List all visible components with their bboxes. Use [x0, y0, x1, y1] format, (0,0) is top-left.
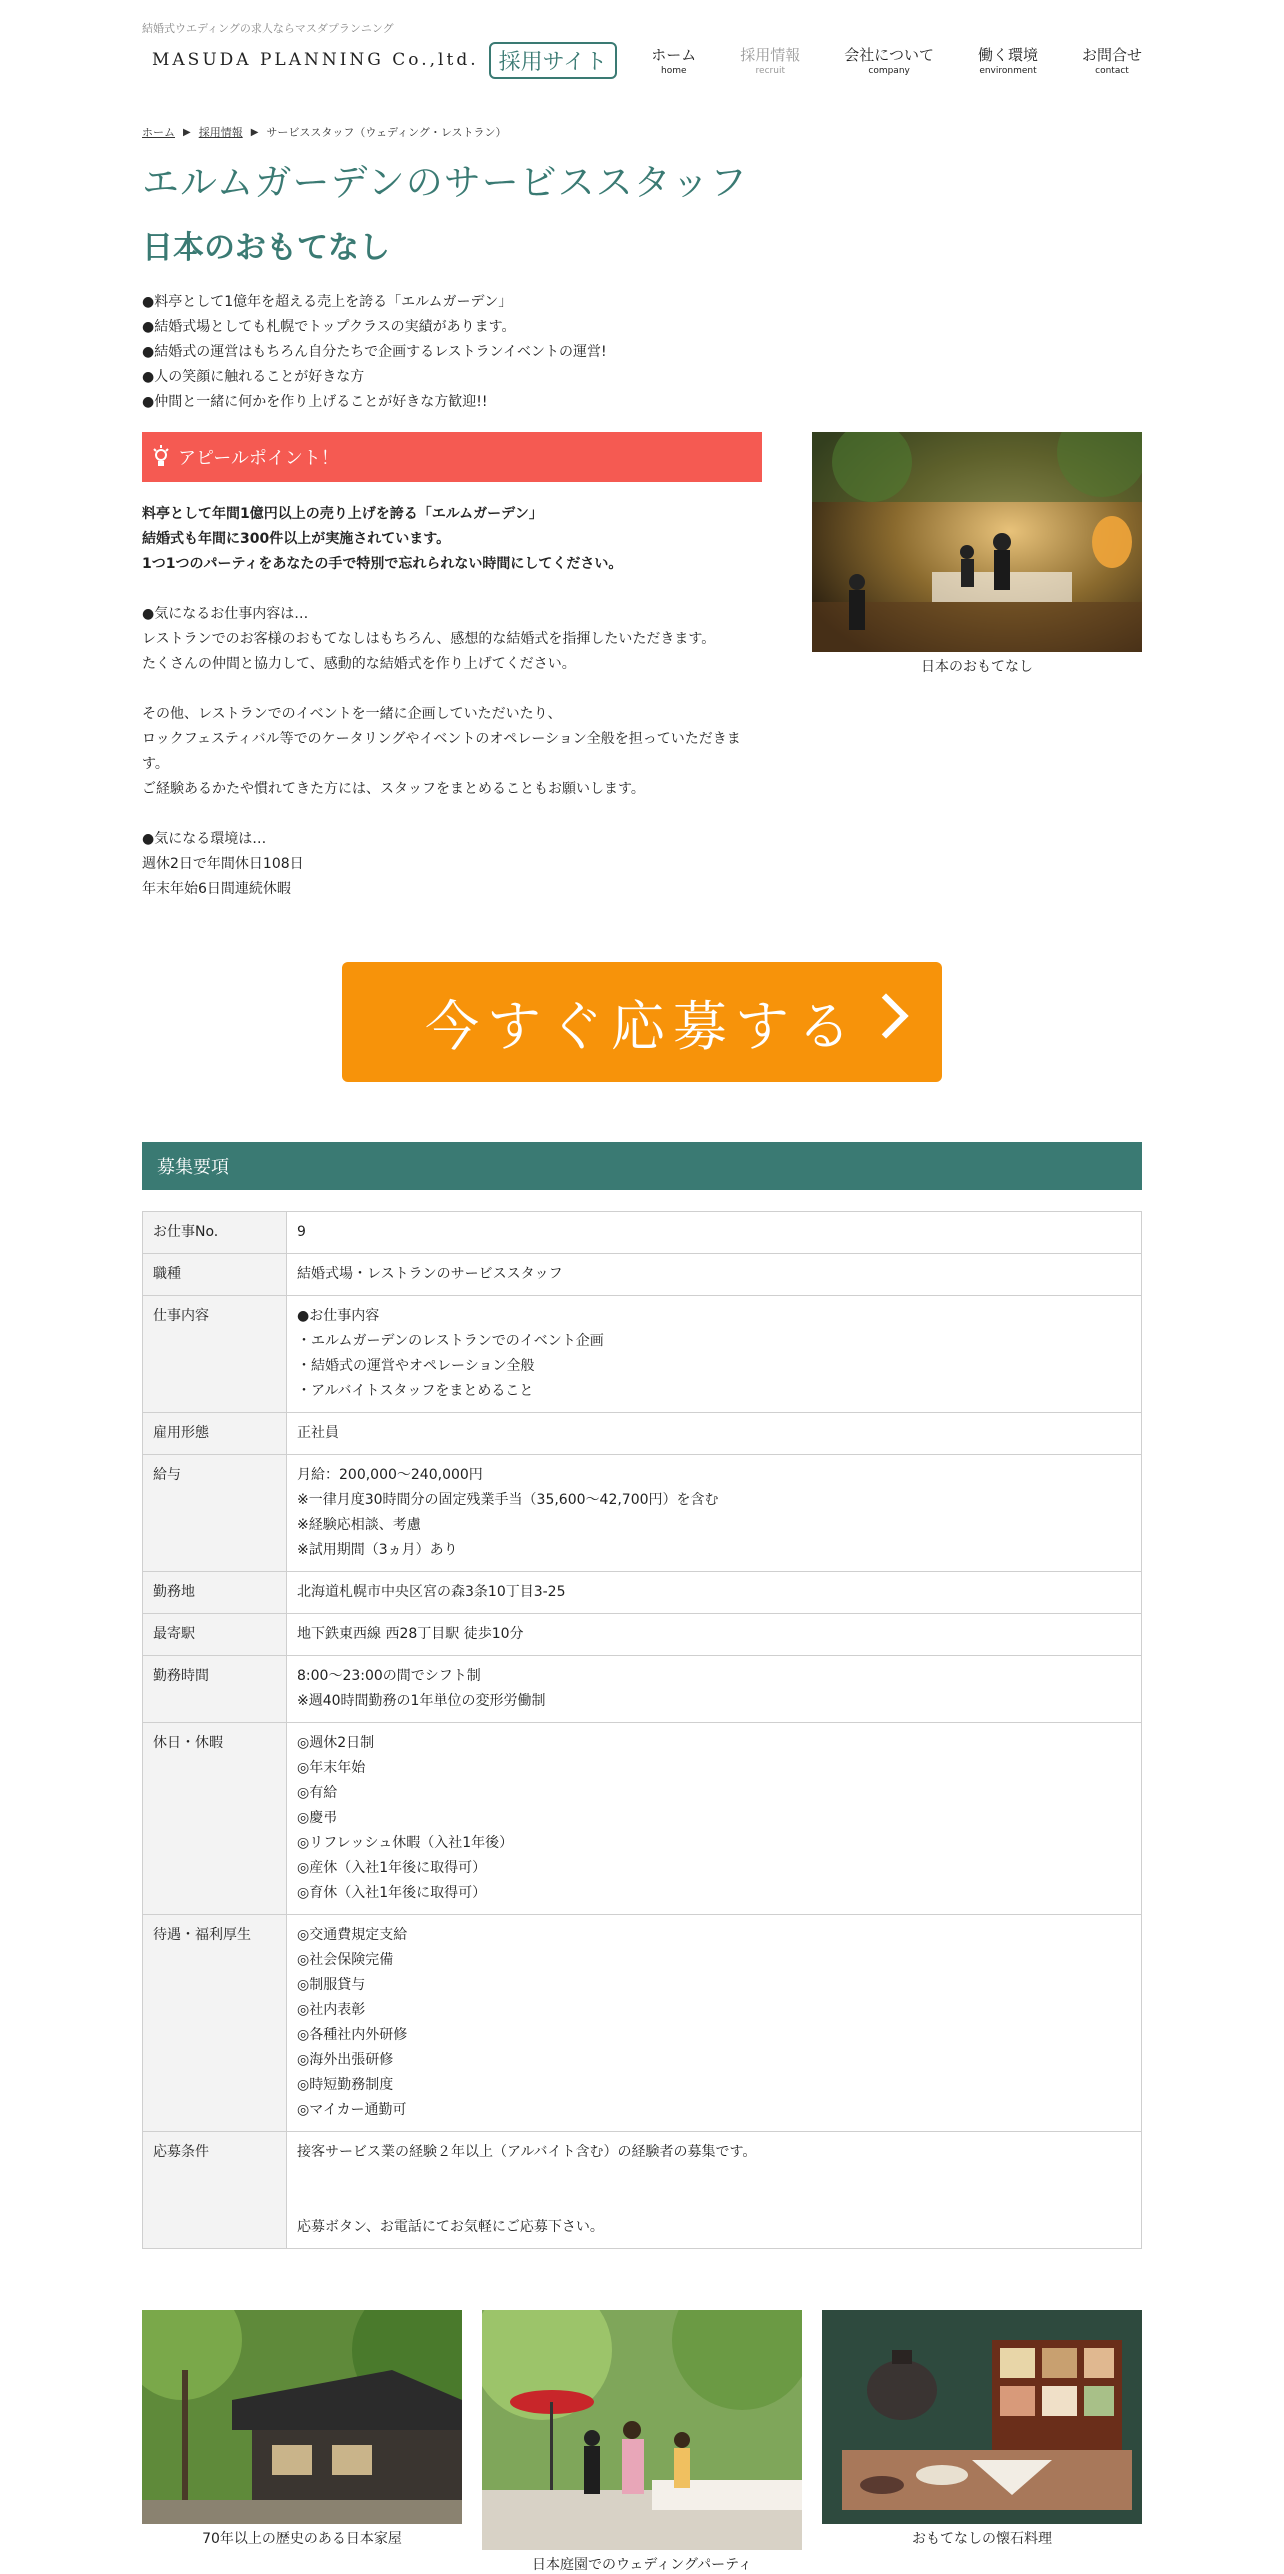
nav-sublabel: contact [1095, 66, 1129, 76]
table-row [143, 1455, 1142, 1572]
cell-line: ●お仕事内容 [297, 1308, 380, 1324]
table-row [143, 1296, 1142, 1413]
gallery-caption: 日本庭園でのウェディングパーティ [531, 2557, 753, 2573]
gallery-item [822, 2310, 1142, 2548]
site-logo[interactable] [142, 40, 617, 80]
gallery-caption: 70年以上の歴史のある日本家屋 [202, 2531, 402, 2547]
nav-recruit[interactable] [740, 44, 800, 76]
row-label: 給与 [143, 1455, 287, 1572]
appeal-job-line: レストランでのお客様のおもてなしはもちろん、感想的な結婚式を指揮したいただきます。 [142, 631, 716, 647]
gallery-item [482, 2310, 802, 2574]
nav-sublabel: home [660, 66, 687, 76]
appeal-job-line: ●気になるお仕事内容は… [142, 606, 309, 622]
row-value [287, 1614, 1142, 1656]
table-row [143, 2132, 1142, 2249]
row-label: 職種 [143, 1254, 287, 1296]
cell-line: ◎交通費規定支給 [297, 1927, 408, 1943]
cell-line: ◎年末年始 [297, 1760, 366, 1776]
cell-line: ◎各種社内外研修 [297, 2027, 408, 2043]
appeal-job-line: たくさんの仲間と協力して、感動的な結婚式を作り上げてください。 [142, 656, 576, 672]
row-label: 待遇・福利厚生 [143, 1915, 287, 2132]
page-subtitle: 日本のおもてなし [142, 230, 390, 266]
row-value [287, 1413, 1142, 1455]
cell-line: 8:00～23:00の間でシフト制 [297, 1668, 481, 1684]
cell-line: ※一律月度30時間分の固定残業手当（35,600～42,700円）を含む [297, 1492, 719, 1508]
photo-gallery [142, 2310, 1142, 2573]
nav-environment[interactable] [978, 44, 1038, 76]
cell-line: ・アルバイトスタッフをまとめること [297, 1383, 534, 1399]
table-row [143, 1614, 1142, 1656]
appeal-bold-line: 料亭として年間1億円以上の売り上げを誇る「エルムガーデン」 [142, 506, 543, 522]
cell-line: 応募ボタン、お電話にてお気軽にご応募下さい。 [297, 2219, 604, 2235]
cell-line: 結婚式場・レストランのサービススタッフ [297, 1266, 563, 1282]
highlight-list [142, 290, 607, 415]
appeal-heading-bar [142, 432, 762, 482]
requirements-table [142, 1211, 1142, 2249]
row-label: 雇用形態 [143, 1413, 287, 1455]
recruit-site-badge: 採用サイト [489, 42, 617, 79]
appeal-bold-line: 結婚式も年間に300件以上が実施されています。 [142, 531, 451, 547]
page-title: エルムガーデンのサービススタッフ [142, 161, 748, 204]
cell-line: ◎有給 [297, 1785, 338, 1801]
breadcrumb-recruit-link[interactable]: 採用情報 [198, 126, 243, 139]
row-label: お仕事No. [143, 1212, 287, 1254]
cell-line: ※試用期間（3ヵ月）あり [297, 1542, 458, 1558]
nav-label: 会社について [844, 46, 934, 64]
list-item: ●料亭として1億年を超える売上を誇る「エルムガーデン」 [142, 294, 513, 310]
row-label: 勤務時間 [143, 1656, 287, 1723]
appeal-heading: アピールポイント！ [178, 448, 339, 469]
row-value [287, 1455, 1142, 1572]
row-label: 休日・休暇 [143, 1723, 287, 1915]
requirements-heading: 募集要項 [157, 1157, 229, 1178]
lightbulb-icon [152, 443, 170, 471]
table-row [143, 1656, 1142, 1723]
chevron-right-icon: ▶ [183, 126, 191, 138]
row-value [287, 1254, 1142, 1296]
breadcrumb-current: サービススタッフ（ウェディング・レストラン） [266, 126, 507, 139]
omotenashi-photo [812, 432, 1142, 652]
appeal-other-line: その他、レストランでのイベントを一緒に企画していただいたり、 [142, 706, 562, 722]
nav-sublabel: environment [979, 66, 1037, 76]
table-row [143, 1413, 1142, 1455]
kaiseki-cuisine-photo [822, 2310, 1142, 2524]
row-label: 仕事内容 [143, 1296, 287, 1413]
breadcrumb-home-link[interactable]: ホーム [142, 126, 175, 139]
apply-now-button[interactable] [342, 962, 942, 1082]
spacer [297, 2165, 1131, 2215]
appeal-other-line: ロックフェスティバル等でのケータリングやイベントのオペレーション全般を担っていただきます。 [142, 731, 741, 772]
garden-wedding-photo [482, 2310, 802, 2550]
cell-line: ※週40時間勤務の1年単位の変形労働制 [297, 1693, 546, 1709]
breadcrumb [142, 124, 507, 140]
cell-line: ◎週休2日制 [297, 1735, 375, 1751]
omotenashi-photo-caption: 日本のおもてなし [921, 659, 1033, 675]
cell-line: ◎マイカー通勤可 [297, 2102, 407, 2118]
gallery-caption: おもてなしの懐石料理 [912, 2531, 1052, 2547]
nav-label: 採用情報 [740, 46, 801, 64]
table-row [143, 1254, 1142, 1296]
table-row [143, 1915, 1142, 2132]
cell-line: ◎時短勤務制度 [297, 2077, 394, 2093]
list-item: ●人の笑顔に触れることが好きな方 [142, 369, 365, 385]
gallery-item [142, 2310, 462, 2548]
appeal-bold-line: 1つ1つのパーティをあなたの手で特別で忘れられない時間にしてください。 [142, 556, 623, 572]
appeal-other-line: ご経験あるかたや慣れてきた方には、スタッフをまとめることもお願いします。 [142, 781, 645, 797]
row-value [287, 1656, 1142, 1723]
cell-line: ・結婚式の運営やオペレーション全般 [297, 1358, 535, 1374]
appeal-body [142, 502, 767, 902]
nav-label: ホーム [651, 46, 697, 64]
appeal-env-line: ●気になる環境は… [142, 831, 267, 847]
table-row [143, 1723, 1142, 1915]
list-item: ●結婚式の運営はもちろん自分たちで企画するレストランイベントの運営! [142, 344, 607, 360]
main-nav [607, 44, 1142, 76]
appeal-env-line: 年末年始6日間連続休暇 [142, 881, 291, 897]
cell-line: ◎育休（入社1年後に取得可） [297, 1885, 487, 1901]
nav-label: 働く環境 [977, 46, 1038, 64]
row-label: 勤務地 [143, 1572, 287, 1614]
row-value [287, 1915, 1142, 2132]
list-item: ●結婚式場としても札幌でトップクラスの実績があります。 [142, 319, 516, 335]
nav-home[interactable] [651, 44, 696, 76]
row-value [287, 1572, 1142, 1614]
cell-line: 月給：200,000～240,000円 [297, 1467, 483, 1483]
appeal-env-line: 週休2日で年間休日108日 [142, 856, 304, 872]
table-row [143, 1572, 1142, 1614]
company-logo-text: MASUDA PLANNING Co.,ltd. [152, 50, 479, 70]
cell-line: ◎海外出張研修 [297, 2052, 394, 2068]
row-label: 応募条件 [143, 2132, 287, 2249]
cell-line: 正社員 [297, 1425, 339, 1441]
nav-company[interactable] [844, 44, 934, 76]
cell-line: 9 [297, 1224, 306, 1240]
cell-line: 北海道札幌市中央区宮の森3条10丁目3-25 [297, 1584, 566, 1600]
requirements-heading-bar [142, 1142, 1142, 1190]
cell-line: 地下鉄東西線 西28丁目駅 徒歩10分 [297, 1626, 524, 1642]
cell-line: ◎産休（入社1年後に取得可） [297, 1860, 487, 1876]
chevron-right-icon [863, 993, 908, 1038]
cell-line: ◎制服貸与 [297, 1977, 366, 1993]
cell-line: ◎リフレッシュ休暇（入社1年後） [297, 1835, 514, 1851]
japanese-house-photo [142, 2310, 462, 2524]
cell-line: ◎社内表彰 [297, 2002, 366, 2018]
apply-button-label: 今すぐ応募する [425, 994, 859, 1058]
row-value [287, 1212, 1142, 1254]
row-value [287, 2132, 1142, 2249]
cell-line: ◎社会保険完備 [297, 1952, 394, 1968]
list-item: ●仲間と一緒に何かを作り上げることが好きな方歓迎!! [142, 394, 488, 410]
cell-line: ・エルムガーデンのレストランでのイベント企画 [297, 1333, 604, 1349]
chevron-right-icon: ▶ [250, 126, 259, 138]
nav-sublabel: company [868, 66, 910, 76]
row-value [287, 1723, 1142, 1915]
nav-contact[interactable] [1082, 44, 1142, 76]
cell-line: ◎慶弔 [297, 1810, 338, 1826]
nav-label: お問合せ [1081, 46, 1142, 64]
table-row [143, 1212, 1142, 1254]
site-tagline: 結婚式ウエディングの求人ならマスダプランニング [142, 22, 394, 35]
row-value [287, 1296, 1142, 1413]
cell-line: 接客サービス業の経験２年以上（アルバイト含む）の経験者の募集です。 [297, 2144, 757, 2160]
row-label: 最寄駅 [143, 1614, 287, 1656]
cell-line: ※経験応相談、考慮 [297, 1517, 421, 1533]
nav-sublabel: recruit [755, 66, 785, 76]
